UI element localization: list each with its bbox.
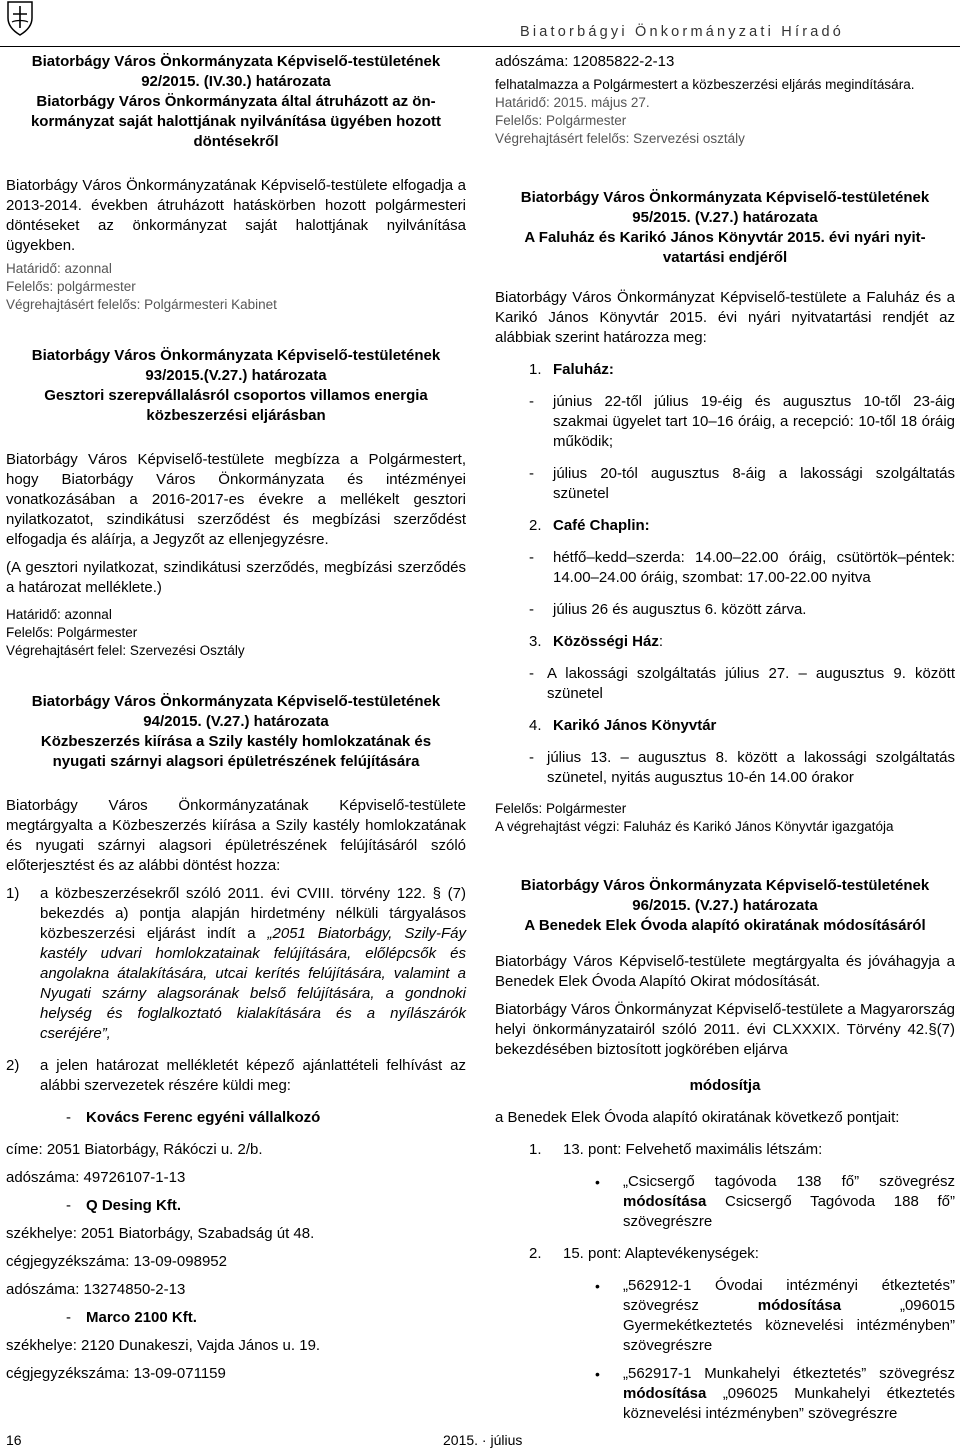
deadline: Határidő: 2015. május 27. xyxy=(495,95,650,110)
contractor-tax: adószáma: 12085822-2-13 xyxy=(495,53,675,70)
resolution-subject: nyugati szárnyi alagsori épületrészének felújítására xyxy=(52,753,420,770)
resolution-note: (A gesztori nyilatkozat, szindikátusi szerződés, megbízási szerződés a határozat melléklete.) xyxy=(6,559,466,596)
left-column xyxy=(6,52,466,1384)
resolution-body: Biatorbágy Város Önkormányzatának Képviselő-testülete elfogadja a 2013-2014. években átruházott hatáskörben hozott polgármesteri döntéseket az önkormányzat saját halottjának nyilvánítása ügyekben. xyxy=(6,177,466,254)
resolution-96 xyxy=(495,876,955,1424)
executor: A végrehajtást végzi: Faluház és Karikó János Könyvtár igazgatója xyxy=(495,819,894,834)
resolution-title: Biatorbágy Város Önkormányzata Képviselő-testületének xyxy=(31,693,441,710)
section-heading: 4. Karikó János Könyvtár xyxy=(529,717,717,734)
list-item: - július 13. – augusztus 8. között a lakossági szolgáltatás szünetel, nyitás augusztus 10-én 14.00 órakor xyxy=(529,749,955,786)
resolution-body: Biatorbágy Város Önkormányzat Képviselő-testülete a Magyarország helyi önkormányzatairól szóló 2011. évi CLXXXIX. Törvény 42.§(7) bekezdésében biztosított jogkörében eljárva xyxy=(495,1001,955,1058)
resolution-subject: Biatorbágy Város Önkormányzata által átruházott az ön- xyxy=(36,93,436,110)
item-text: a közbeszerzésekről szóló 2011. évi CVIII. törvény 122. § (7) bekezdés a) pontja alapján hirdetmény nélküli tárgyalásos közbeszerzési eljárást indít a xyxy=(40,885,466,942)
city-crest-icon xyxy=(6,0,34,36)
contractor-name: - Kovács Ferenc egyéni vállalkozó xyxy=(66,1109,321,1126)
page-number: 16 xyxy=(6,1432,22,1448)
contractor-tax: adószáma: 49726107-1-13 xyxy=(6,1169,186,1186)
deadline: Határidő: azonnal xyxy=(6,261,112,276)
executor: Végrehajtásért felelős: Szervezési osztály xyxy=(495,131,745,146)
contractor-name: - Marco 2100 Kft. xyxy=(66,1309,197,1326)
resolution-body: Biatorbágy Város Önkormányzatának Képviselő-testülete megtárgyalta a Közbeszerzés kiírása a Szily kastély homlokzatának és nyugati szárnyi alagsori épületrészének felújításáról szóló előterjesztést és az alábbi döntést hozza: xyxy=(6,797,466,874)
list-item: - hétfő–kedd–szerda: 14.00–22.00 óráig, csütörtök–péntek: 14.00–24.00 óráig, szombat: 17.00-22.00 nyitva xyxy=(529,549,955,586)
resolution-subject: A Benedek Elek Óvoda alapító okiratának módosításáról xyxy=(524,917,926,934)
list-item: - június 22-től július 19-éig és augusztus 10-től 23-áig szakmai ügyelet tart 10–16 óráig, a recepció: 10-től 18 óráig működik; xyxy=(529,393,955,450)
resolution-body: Biatorbágy Város Képviselő-testülete megtárgyalta és jóváhagyja a Benedek Elek Óvoda Alapító Okirat módosítását. xyxy=(495,953,955,990)
responsible: Felelős: Polgármester xyxy=(495,801,627,816)
list-item: • „Csicsergő tagóvoda 138 fő” szövegrész módosítása Csicsergő Tagóvoda 188 fő” szövegrészre xyxy=(595,1173,955,1230)
resolution-92 xyxy=(6,52,466,314)
authorization: felhatalmazza a Polgármestert a közbeszerzési eljárás megindítására. xyxy=(495,77,915,92)
list-item: 1. 13. pont: Felvehető maximális létszám: xyxy=(529,1141,823,1158)
contractor-name: - Q Desing Kft. xyxy=(66,1197,182,1214)
contractor-registry: cégjegyzékszáma: 13-09-071159 xyxy=(6,1365,226,1382)
contractor-tax: adószáma: 13274850-2-13 xyxy=(6,1281,186,1298)
item-text: a jelen határozat mellékletét képező ajánlattételi felhívást az alábbi szervezetek részére küldi meg: xyxy=(40,1057,466,1094)
section-heading: 3. Közösségi Ház: xyxy=(529,633,664,650)
resolution-body: Biatorbágy Város Önkormányzat Képviselő-testülete a Faluház és a Karikó János Könyvtár 2015. évi nyári nyitvatartási rendjét az alábbiak szerint határozza meg: xyxy=(495,289,955,346)
list-item xyxy=(6,884,466,1044)
list-item: - július 20-tól augusztus 8-áig a lakossági szolgáltatás szünetel xyxy=(529,465,955,502)
responsible: Felelős: Polgármester xyxy=(6,625,138,640)
resolution-title: Biatorbágy Város Önkormányzata Képviselő-testületének xyxy=(31,347,441,364)
resolution-93 xyxy=(6,346,466,660)
contractor-registry: cégjegyzékszáma: 13-09-098952 xyxy=(6,1253,227,1270)
resolution-title: Biatorbágy Város Önkormányzata Képviselő-testületének xyxy=(520,189,930,206)
section-heading: 2. Café Chaplin: xyxy=(529,517,650,534)
executor: Végrehajtásért felel: Szervezési Osztály xyxy=(6,643,245,658)
resolution-94-continued xyxy=(495,52,955,148)
contractor-seat: székhelye: 2051 Biatorbágy, Szabadság út 48. xyxy=(6,1225,315,1242)
responsible: Felelős: Polgármester xyxy=(495,113,627,128)
resolution-number: 93/2015.(V.27.) határozata xyxy=(145,367,327,384)
resolution-subject: döntésekről xyxy=(193,133,279,150)
resolution-body: Biatorbágy Város Képviselő-testülete megbízza a Polgármestert, hogy Biatorbágy Város Önkormányzata és intézményei vonatkozásában a 2016-2017-es évekre a mellékelt gesztori nyilatkozatot, szindikátusi szerződést és megbízási szerződést elfogadja és aláírja, a Jegyzőt az ellenjegyzésre. xyxy=(6,451,466,548)
resolution-verb: módosítja xyxy=(689,1077,761,1094)
resolution-number: 95/2015. (V.27.) határozata xyxy=(632,209,818,226)
page-header xyxy=(0,0,960,46)
resolution-body: a Benedek Elek Óvoda alapító okiratának következő pontjait: xyxy=(495,1109,900,1126)
list-item: 2. 15. pont: Alaptevékenységek: xyxy=(529,1245,759,1262)
resolution-subject: vatartási endjéről xyxy=(662,249,788,266)
resolution-94 xyxy=(6,692,466,1384)
resolution-title: Biatorbágy Város Önkormányzata Képviselő-testületének xyxy=(520,877,930,894)
resolution-number: 94/2015. (V.27.) határozata xyxy=(143,713,329,730)
item-number: 2) xyxy=(6,1057,20,1074)
issue-date: 2015. · július xyxy=(443,1432,523,1448)
resolution-subject: A Faluház és Karikó János Könyvtár 2015. évi nyári nyit- xyxy=(524,229,926,246)
section-heading: 1. Faluház: xyxy=(529,361,614,378)
resolution-number: 96/2015. (V.27.) határozata xyxy=(632,897,818,914)
resolution-number: 92/2015. (IV.30.) határozata xyxy=(141,73,331,90)
contractor-address: címe: 2051 Biatorbágy, Rákóczi u. 2/b. xyxy=(6,1141,263,1158)
resolution-subject: közbeszerzési eljárásban xyxy=(146,407,326,424)
list-item: • „562912-1 Óvodai intézményi étkeztetés” szövegrész módosítása „096015 Gyermekétkeztetés köznevelési intézményben” szövegrészre xyxy=(595,1277,956,1354)
item-project: „2051 Biatorbágy, Szily-Fáy kastély udvari homlokzatainak felújítására, előlépcsők és angolakna átalakítására, utcai kerítés felújítására, valamint a Nyugati szárny alagsorának belső felújítására, a gondnoki helység és foglalkoztató kialakítására és a nyílászárók cseréjére”, xyxy=(40,925,466,1042)
item-number: 1) xyxy=(6,885,20,902)
list-item: - A lakossági szolgáltatás július 27. – augusztus 9. között szünetel xyxy=(529,665,955,702)
list-item: • „562917-1 Munkahelyi étkeztetés” szövegrész módosítása „096025 Munkahelyi étkeztetés köznevelési intézményben” szövegrészre xyxy=(595,1365,955,1422)
right-column xyxy=(495,52,955,1424)
executor: Végrehajtásért felelős: Polgármesteri Kabinet xyxy=(6,297,277,312)
resolution-subject: Közbeszerzés kiírása a Szily kastély homlokzatának és xyxy=(40,733,432,750)
contractor-seat: székhelye: 2120 Dunakeszi, Vajda János u. 19. xyxy=(6,1337,321,1354)
list-item xyxy=(6,1056,466,1096)
publication-title: Biatorbágyi Önkormányzati Híradó xyxy=(520,24,845,40)
responsible: Felelős: polgármester xyxy=(6,279,136,294)
header-divider xyxy=(0,46,960,47)
list-item: - július 26 és augusztus 6. között zárva. xyxy=(529,601,807,618)
resolution-95 xyxy=(495,188,955,836)
resolution-title: Biatorbágy Város Önkormányzata Képviselő-testületének xyxy=(31,53,441,70)
resolution-subject: Gesztori szerepvállalásról csoportos villamos energia xyxy=(44,387,428,404)
deadline: Határidő: azonnal xyxy=(6,607,112,622)
resolution-subject: kormányzat saját halottjának nyilvánítása ügyében hozott xyxy=(30,113,442,130)
